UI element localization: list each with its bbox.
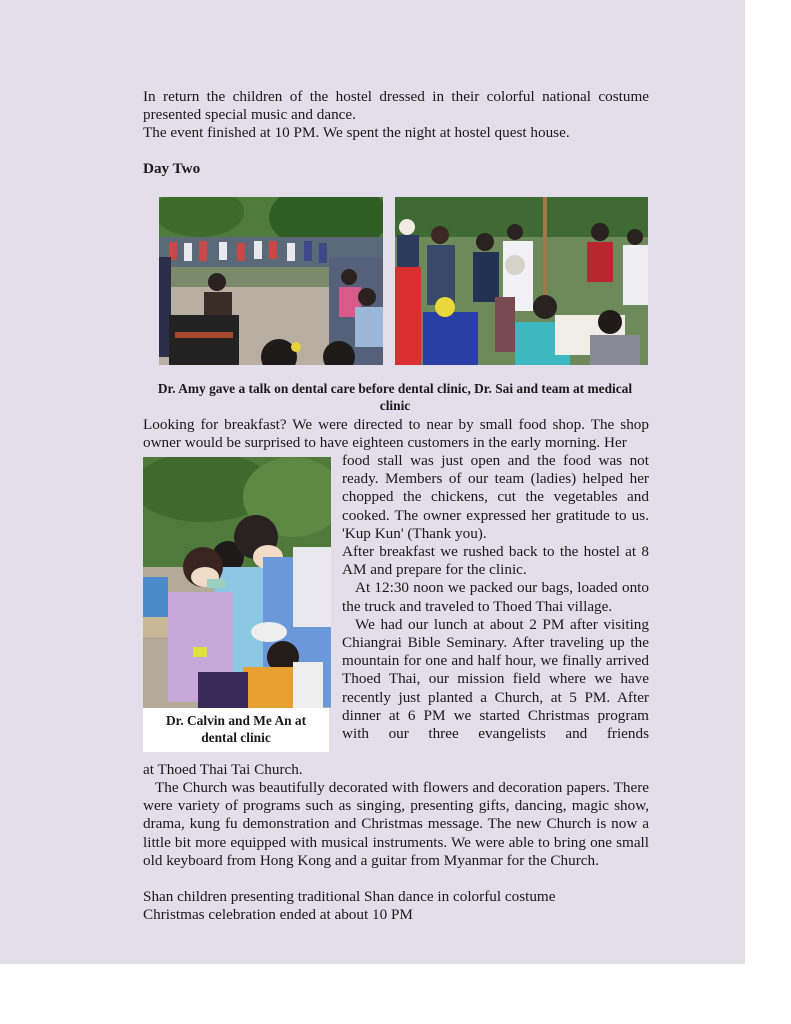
dental-caption-box [143, 708, 329, 752]
breakfast-lead-paragraph: Looking for breakfast? We were directed to near by small food shop. The shop owner would be surprised to have eighteen customers in the early morning. Her [143, 416, 649, 452]
breakfast-continued-paragraph: food stall was just open and the food was not ready. Members of our team (ladies) helped her chopped the chickens, cut the vegetables and cooked. The owner expressed her gratitude to us. 'Kup Kun' (Thank you). [342, 452, 649, 542]
photo-medical-clinic [395, 197, 648, 365]
photo-dental-clinic [143, 457, 331, 708]
noon-paragraph: At 12:30 noon we packed our bags, loaded onto the truck and traveled to Thoed Thai village. [342, 579, 649, 615]
lunch-paragraph-end: at Thoed Thai Tai Church. [143, 761, 303, 778]
lunch-paragraph: We had our lunch at about 2 PM after visiting Chiangrai Bible Seminary. After traveling up the mountain for one and half hour, we finally arrived Thoed Thai, our mission field where we have recently just planted a Church, at 5 PM. After dinner at 6 PM we started Christmas program with our three evangelists and friends [342, 615, 649, 743]
photo-dental-talk [159, 197, 383, 365]
right-column-text [342, 452, 649, 743]
event-finished-line: The event finished at 10 PM. We spent the night at hostel quest house. [143, 124, 570, 141]
church-paragraph: The Church was beautifully decorated with flowers and decoration papers. There were variety of programs such as singing, presenting gifts, dancing, magic show, drama, kung fu demonstration and Christmas message. The new Church is now a little bit more equipped with musical instruments. We were able to bring one small old keyboard from Hong Kong and a guitar from Myanmar for the Church. [143, 779, 649, 869]
shan-dance-line: Shan children presenting traditional Shan dance in colorful costume [143, 888, 556, 905]
section-heading: Day Two [143, 160, 201, 177]
intro-paragraph: In return the children of the hostel dressed in their colorful national costume presented special music and dance. [143, 88, 649, 124]
closing-line: Christmas celebration ended at about 10 PM [143, 906, 413, 923]
after-breakfast-paragraph: After breakfast we rushed back to the hostel at 8 AM and prepare for the clinic. [342, 543, 649, 579]
photo-row-caption: Dr. Amy gave a talk on dental care before dental clinic, Dr. Sai and team at medical clinic [157, 381, 633, 414]
dental-caption: Dr. Calvin and Me An at dental clinic [165, 713, 307, 745]
